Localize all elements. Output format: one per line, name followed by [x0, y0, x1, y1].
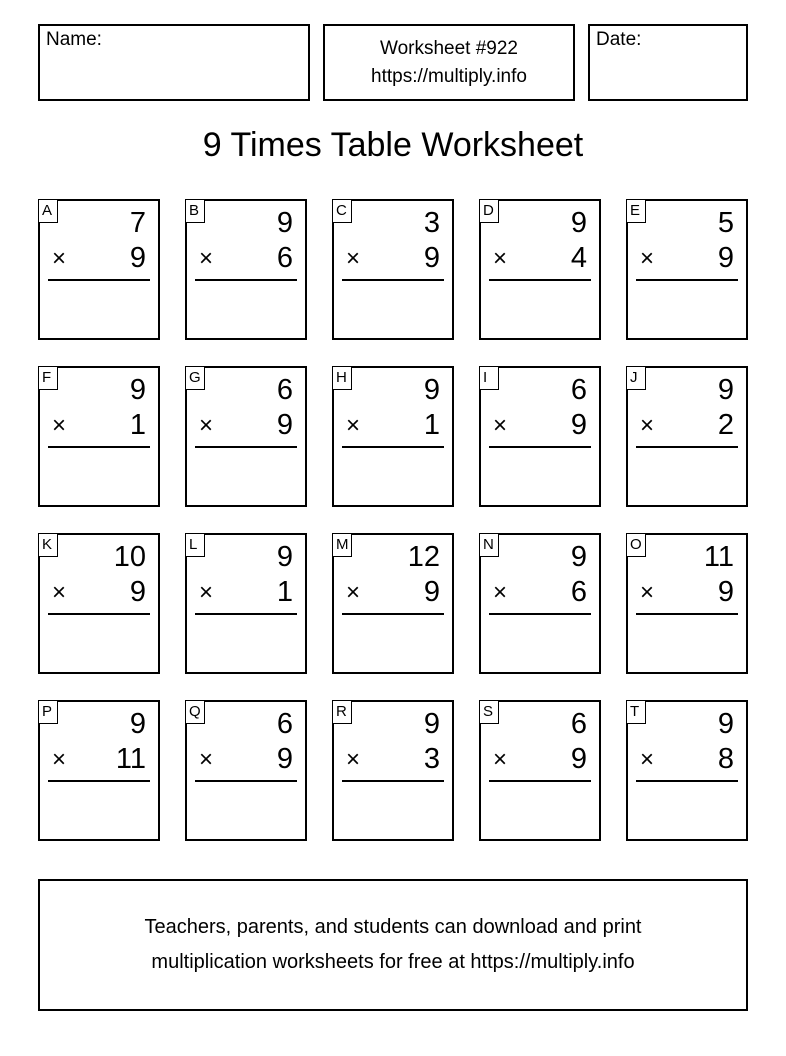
answer-line — [48, 780, 150, 782]
multiply-sign: × — [199, 245, 214, 272]
bottom-operand: 11 — [115, 743, 146, 775]
multiply-sign: × — [346, 746, 361, 773]
answer-line — [48, 446, 150, 448]
top-operand: 10 — [113, 541, 146, 573]
problem-card[interactable] — [626, 199, 748, 340]
answer-line — [195, 279, 297, 281]
problem-letter: K — [38, 533, 58, 557]
answer-line — [195, 446, 297, 448]
name-field[interactable] — [38, 24, 310, 101]
problem-card[interactable] — [185, 366, 307, 507]
multiply-sign: × — [199, 412, 214, 439]
problem-letter: P — [38, 700, 58, 724]
problem-letter: H — [332, 366, 352, 390]
top-operand: 12 — [407, 541, 440, 573]
problem-card[interactable] — [479, 533, 601, 674]
problem-letter: R — [332, 700, 352, 724]
top-operand: 11 — [703, 541, 734, 573]
bottom-operand: 9 — [570, 409, 587, 441]
top-operand: 5 — [717, 207, 734, 239]
answer-line — [48, 613, 150, 615]
problem-letter: F — [38, 366, 58, 390]
answer-line — [489, 613, 591, 615]
top-operand: 6 — [276, 374, 293, 406]
answer-line — [636, 780, 738, 782]
bottom-operand: 9 — [717, 576, 734, 608]
answer-line — [489, 279, 591, 281]
footer-line-1: Teachers, parents, and students can download and print — [144, 916, 642, 938]
bottom-operand: 6 — [276, 242, 293, 274]
multiply-sign: × — [493, 579, 508, 606]
footer-box — [38, 879, 748, 1011]
name-label: Name: — [46, 29, 102, 50]
problem-letter: M — [332, 533, 352, 557]
multiply-sign: × — [640, 245, 655, 272]
multiply-sign: × — [493, 412, 508, 439]
problem-card[interactable] — [332, 533, 454, 674]
top-operand: 7 — [129, 207, 146, 239]
problem-card[interactable] — [479, 199, 601, 340]
top-operand: 9 — [423, 374, 440, 406]
problem-card[interactable] — [626, 366, 748, 507]
top-operand: 9 — [570, 207, 587, 239]
top-operand: 6 — [570, 708, 587, 740]
multiply-sign: × — [199, 746, 214, 773]
answer-line — [48, 279, 150, 281]
problem-letter: L — [185, 533, 205, 557]
top-operand: 9 — [717, 374, 734, 406]
top-operand: 9 — [276, 541, 293, 573]
multiply-sign: × — [493, 746, 508, 773]
problem-card[interactable] — [332, 366, 454, 507]
problem-letter: A — [38, 199, 58, 223]
top-operand: 9 — [129, 374, 146, 406]
problem-letter: I — [479, 366, 499, 390]
problem-card[interactable] — [38, 700, 160, 841]
problem-card[interactable] — [185, 533, 307, 674]
bottom-operand: 9 — [129, 576, 146, 608]
answer-line — [636, 613, 738, 615]
bottom-operand: 6 — [570, 576, 587, 608]
date-label: Date: — [596, 29, 642, 50]
problem-card[interactable] — [479, 700, 601, 841]
top-operand: 9 — [570, 541, 587, 573]
bottom-operand: 9 — [276, 743, 293, 775]
problem-letter: T — [626, 700, 646, 724]
answer-line — [636, 279, 738, 281]
answer-line — [489, 446, 591, 448]
top-operand: 9 — [717, 708, 734, 740]
worksheet-url: https://multiply.info — [371, 65, 527, 87]
bottom-operand: 9 — [129, 242, 146, 274]
problem-letter: G — [185, 366, 205, 390]
top-operand: 3 — [423, 207, 440, 239]
bottom-operand: 9 — [423, 242, 440, 274]
bottom-operand: 9 — [423, 576, 440, 608]
problem-card[interactable] — [479, 366, 601, 507]
top-operand: 9 — [276, 207, 293, 239]
multiply-sign: × — [640, 746, 655, 773]
bottom-operand: 9 — [717, 242, 734, 274]
problem-card[interactable] — [38, 199, 160, 340]
problem-card[interactable] — [38, 366, 160, 507]
multiply-sign: × — [640, 412, 655, 439]
multiply-sign: × — [346, 245, 361, 272]
answer-line — [195, 613, 297, 615]
problem-card[interactable] — [38, 533, 160, 674]
multiply-sign: × — [52, 579, 67, 606]
multiply-sign: × — [640, 579, 655, 606]
bottom-operand: 1 — [129, 409, 146, 441]
bottom-operand: 1 — [276, 576, 293, 608]
problem-letter: O — [626, 533, 646, 557]
problem-letter: D — [479, 199, 499, 223]
bottom-operand: 2 — [717, 409, 734, 441]
answer-line — [342, 279, 444, 281]
problem-letter: B — [185, 199, 205, 223]
problem-letter: Q — [185, 700, 205, 724]
bottom-operand: 4 — [570, 242, 587, 274]
bottom-operand: 8 — [717, 743, 734, 775]
top-operand: 6 — [276, 708, 293, 740]
problem-card[interactable] — [332, 199, 454, 340]
worksheet-number: Worksheet #922 — [379, 37, 518, 59]
top-operand: 9 — [129, 708, 146, 740]
top-operand: 9 — [423, 708, 440, 740]
problem-card[interactable] — [185, 199, 307, 340]
problem-card[interactable] — [185, 700, 307, 841]
problem-letter: E — [626, 199, 646, 223]
problem-letter: S — [479, 700, 499, 724]
footer-line-2: multiplication worksheets for free at https://multiply.info — [151, 951, 635, 973]
bottom-operand: 9 — [570, 743, 587, 775]
problem-card[interactable] — [626, 700, 748, 841]
top-operand: 6 — [570, 374, 587, 406]
problem-card[interactable] — [626, 533, 748, 674]
answer-line — [489, 780, 591, 782]
multiply-sign: × — [52, 245, 67, 272]
answer-line — [195, 780, 297, 782]
problem-letter: J — [626, 366, 646, 390]
date-field[interactable] — [588, 24, 748, 101]
multiply-sign: × — [346, 412, 361, 439]
answer-line — [342, 613, 444, 615]
multiply-sign: × — [52, 412, 67, 439]
multiply-sign: × — [52, 746, 67, 773]
bottom-operand: 3 — [423, 743, 440, 775]
problem-card[interactable] — [332, 700, 454, 841]
worksheet-info-box — [323, 24, 575, 101]
answer-line — [636, 446, 738, 448]
problem-letter: C — [332, 199, 352, 223]
answer-line — [342, 780, 444, 782]
problem-letter: N — [479, 533, 499, 557]
multiply-sign: × — [346, 579, 361, 606]
multiply-sign: × — [199, 579, 214, 606]
answer-line — [342, 446, 444, 448]
page-title: 9 Times Table Worksheet — [202, 126, 584, 164]
bottom-operand: 1 — [423, 409, 440, 441]
bottom-operand: 9 — [276, 409, 293, 441]
multiply-sign: × — [493, 245, 508, 272]
